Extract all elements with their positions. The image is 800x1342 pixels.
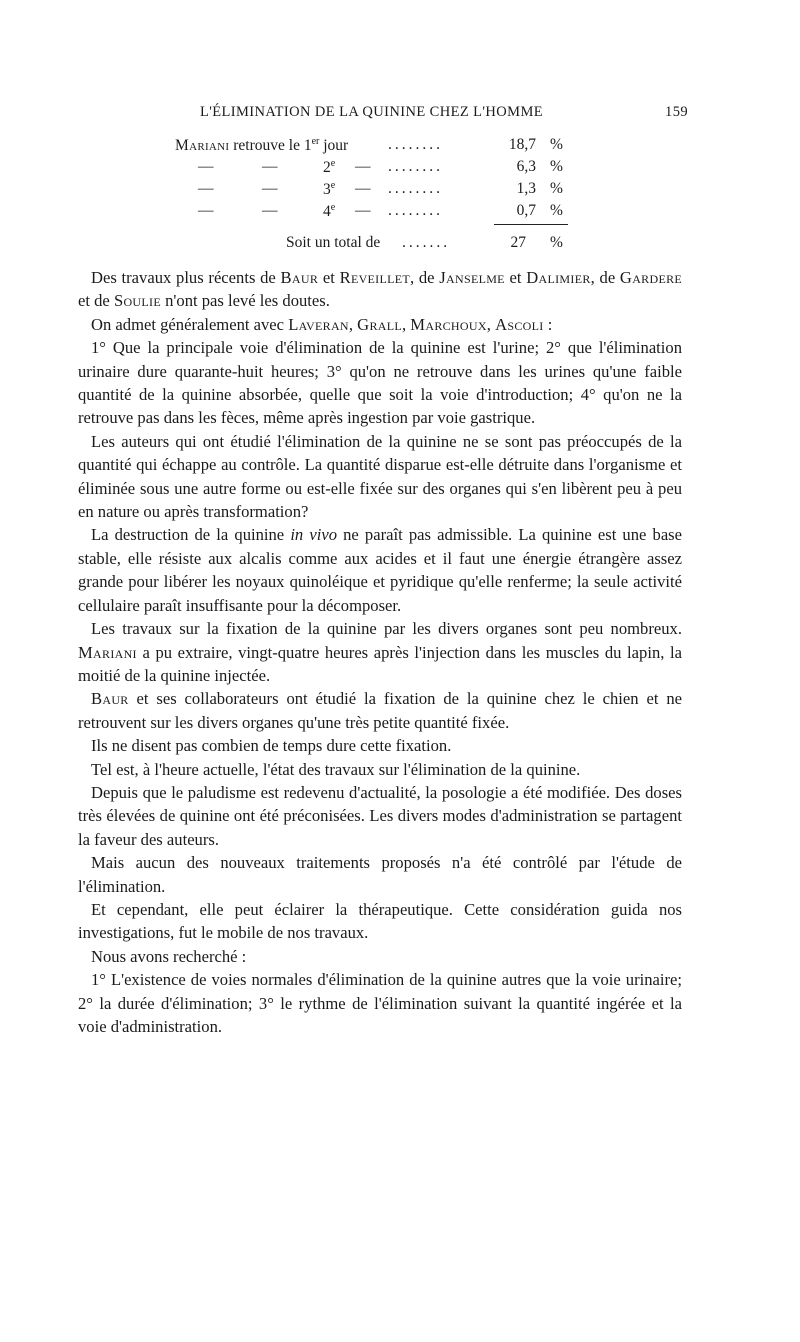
paragraph: 1° Que la principale voie d'élimination de la quinine est l'urine; 2° que l'élimination urinaire dure quarante-huit heures; 3° qu'on ne retrouve dans les urines qu'une faible quantité de la quinine absorbée, quelle que soit la voie d'introduction; 4° qu'on ne la retrouve pas dans les fèces, même après ingestion par voie gastrique. <box>78 338 682 428</box>
leader-dots: ....... <box>402 234 451 251</box>
paragraph: Nous avons recherché : <box>91 946 247 966</box>
leader-dots: ........ <box>388 202 443 219</box>
ditto-mark: — <box>262 158 278 175</box>
ditto-mark: — <box>198 180 214 197</box>
paragraph: Et cependant, elle peut éclairer la thérapeutique. Cette considération guida nos investigations, fut le mobile de nos travaux. <box>78 899 682 943</box>
table-row-2-unit: % <box>550 158 563 175</box>
table-row-4-value: 0,7 <box>516 202 536 219</box>
leader-dots: ........ <box>388 136 443 153</box>
ditto-mark: — <box>355 180 371 197</box>
paragraph: 1° L'existence de voies normales d'élimination de la quinine autres que la voie urinaire; 2° la durée d'élimination; 3° le rythme de l'élimination suivant la quantité ingérée et la voie d'administration. <box>78 970 682 1036</box>
elimination-table <box>0 0 800 260</box>
ditto-mark: — <box>198 202 214 219</box>
total-rule <box>494 224 568 225</box>
table-row-1-unit: % <box>550 136 563 153</box>
table-row-3-value: 1,3 <box>516 180 536 197</box>
ditto-mark: — <box>355 158 371 175</box>
paragraph: Ils ne disent pas combien de temps dure cette fixation. <box>91 736 452 756</box>
paragraph: Mais aucun des nouveaux traitements proposés n'a été contrôlé par l'étude de l'élimination. <box>78 853 682 896</box>
paragraph: Baur et ses collaborateurs ont étudié la fixation de la quinine chez le chien et ne retrouvent sur les divers organes qu'une très petite quantité fixée. <box>78 689 682 732</box>
paragraph: Des travaux plus récents de Baur et Reveillet, de Janselme et Dalimier, de Gardere et de Soulie n'ont pas levé les doutes. <box>78 268 683 311</box>
table-row-4-unit: % <box>550 202 563 219</box>
table-row-2-day: 2e <box>323 158 336 177</box>
table-row-3-unit: % <box>550 180 563 197</box>
paragraph: Les auteurs qui ont étudié l'élimination de la quinine ne se sont pas préoccupés de la quantité qui échappe au contrôle. La quantité disparue est-elle détruite dans l'organisme et éliminée sous une autre forme ou est-elle fixée sur des organes qui s'en libèrent peu à peu en nature ou après transformation? <box>78 431 682 522</box>
table-row-1-value: 18,7 <box>508 136 536 153</box>
table-row-1-label: Mariani retrouve le 1er jour <box>175 136 349 155</box>
table-row-4-day: 4e <box>323 202 336 221</box>
page-number: 159 <box>665 104 688 120</box>
total-label: Soit un total de <box>286 234 381 251</box>
table-row-2-value: 6,3 <box>516 158 536 175</box>
paragraph: Les travaux sur la fixation de la quinine par les divers organes sont peu nombreux. Mariani a pu extraire, vingt-quatre heures après l'injection dans les muscles du lapin, la moitié de la quinine injectée. <box>78 619 682 685</box>
paragraph: On admet généralement avec Laveran, Grall, Marchoux, Ascoli : <box>91 314 553 334</box>
ditto-mark: — <box>262 180 278 197</box>
leader-dots: ........ <box>388 158 443 175</box>
running-title: L'ÉLIMINATION DE LA QUININE CHEZ L'HOMME <box>200 104 543 120</box>
ditto-mark: — <box>262 202 278 219</box>
ditto-mark: — <box>198 158 214 175</box>
ditto-mark: — <box>355 202 371 219</box>
paragraph: La destruction de la quinine in vivo ne paraît pas admissible. La quinine est une base stable, elle résiste aux alcalis comme aux acides et il faut une énergie étrangère assez grande pour libérer les noyaux quinoléique et pyridique qu'elle renferme; la seule activité cellulaire paraît insuffisante pour la décomposer. <box>78 525 683 615</box>
leader-dots: ........ <box>388 180 443 197</box>
total-unit: % <box>550 234 563 251</box>
paragraph: Tel est, à l'heure actuelle, l'état des travaux sur l'élimination de la quinine. <box>91 759 581 779</box>
total-value: 27 <box>510 234 526 251</box>
paragraph: Depuis que le paludisme est redevenu d'actualité, la posologie a été modifiée. Des doses très élevées de quinine ont été préconisées. Les divers modes d'administration se partagent la faveur des auteurs. <box>78 782 682 849</box>
body-text <box>78 266 682 1038</box>
table-row-3-day: 3e <box>323 180 336 199</box>
